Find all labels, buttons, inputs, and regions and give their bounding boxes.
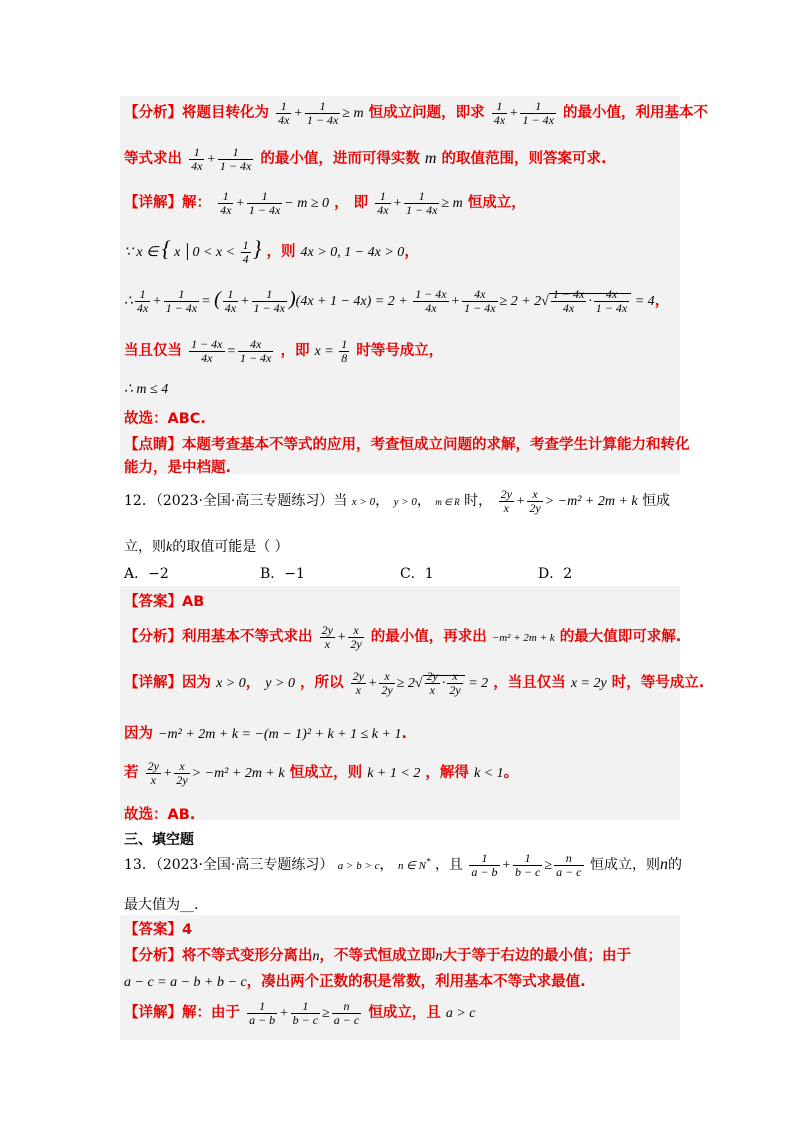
option-c[interactable]: C．1 xyxy=(400,566,434,582)
detail-13: 【详解】解：由于 $\frac{1}{a - b}$ + $\frac{1}{b - c}$ ≥ $\frac{n}{a - c}$ 恒成立，且 a > c xyxy=(124,999,476,1028)
detail-line-3: ∴ $\frac{1}{4x}$ + $\frac{1}{1 - 4x}$ = ( $\frac{1}{4x}$ + $\frac{1}{1 - 4x}$ )(4x + 1 − 4x) = 2 + $\frac{1 - 4x}{4x}$ + $\frac{4x}{1 - 4x}$ ≥ 2 + 2√ $\frac{1 - 4x}{4x}$ · $\frac{4x}{1 - 4x}$ = 4， xyxy=(124,287,670,316)
answer-13: 【答案】4 xyxy=(124,922,193,938)
choice-12: 故选：AB. xyxy=(124,807,196,823)
analysis-13-line-2: a − c = a − b + b − c，凑出两个正数的积是常数，利用基本不等式求最值. xyxy=(124,974,586,990)
comment-line-2: 能力，是中档题. xyxy=(124,460,232,476)
detail-12-line-1: 【详解】因为 x > 0， y > 0 ，所以 $\frac{2y}{x}$ + $\frac{x}{2y}$ ≥ 2√ $\frac{2y}{x}$ · $\frac{x}{2y}$ = 2 ，当且仅当 x = 2y 时，等号成立. xyxy=(124,669,705,698)
option-a[interactable]: A．−2 xyxy=(124,566,169,582)
detail-12-line-2: 因为 −m² + 2m + k = −(m − 1)² + k + 1 ≤ k + 1. xyxy=(124,726,407,742)
detail-12-line-3: 若 $\frac{2y}{x}$ + $\frac{x}{2y}$ > −m² + 2m + k 恒成立，则 k + 1 < 2 ，解得 k < 1。 xyxy=(124,759,519,788)
question-13-line-1: 13．（2023·全国·高三专题练习） a > b > c， n ∈ N* ，且 $\frac{1}{a - b}$ + $\frac{1}{b - c}$ ≥ $\frac{n}{a - c}$ 恒成立，则n的 xyxy=(124,851,682,880)
section-title: 三、填空题 xyxy=(124,832,194,848)
question-12-line-1: 12．（2023·全国·高三专题练习）当 x > 0， y > 0， m ∈ R 时， $\frac{2y}{x}$ + $\frac{x}{2y}$ > −m² + 2m + k 恒成 xyxy=(124,487,671,516)
analysis-13-line-1: 【分析】将不等式变形分离出n，不等式恒成立即n大于等于右边的最小值；由于 xyxy=(124,948,631,964)
answer-12: 【答案】AB xyxy=(124,594,205,610)
question-12-line-2: 立，则k的取值可能是（ ） xyxy=(124,539,289,555)
question-13-line-2: 最大值为__. xyxy=(124,897,199,913)
detail-line-2: ∵ x ∈ { x │0 < x < $\frac{1}{4}$ } ，则 4x > 0, 1 − 4x > 0， xyxy=(124,236,419,267)
analysis-line-1: 【分析】将题目转化为 $\frac{1}{4x}$ + $\frac{1}{1 - 4x}$ ≥ m 恒成立问题，即求 $\frac{1}{4x}$ + $\frac{1}{1 - 4x}$ 的最小值，利用基本不 xyxy=(124,99,708,128)
choice-line: 故选：ABC. xyxy=(124,411,206,427)
comment-line-1: 【点睛】本题考查基本不等式的应用，考查恒成立问题的求解，考查学生计算能力和转化 xyxy=(124,437,690,453)
detail-line-4: 当且仅当 $\frac{1 - 4x}{4x}$ = $\frac{4x}{1 - 4x}$ ，即 x = $\frac{1}{8}$ 时等号成立， xyxy=(124,337,444,366)
detail-conclusion: ∴ m ≤ 4 xyxy=(124,382,169,397)
detail-line-1: 【详解】解： $\frac{1}{4x}$ + $\frac{1}{1 - 4x}$ − m ≥ 0 ， 即 $\frac{1}{4x}$ + $\frac{1}{1 - 4x}$ ≥ m 恒成立， xyxy=(124,189,526,218)
option-b[interactable]: B．−1 xyxy=(260,566,305,582)
analysis-12: 【分析】利用基本不等式求出 $\frac{2y}{x}$ + $\frac{x}{2y}$ 的最小值，再求出 −m² + 2m + k 的最大值即可求解. xyxy=(124,623,682,652)
option-d[interactable]: D．2 xyxy=(538,566,573,582)
analysis-line-2: 等式求出 $\frac{1}{4x}$ + $\frac{1}{1 - 4x}$ 的最小值，进而可得实数 m 的取值范围，则答案可求. xyxy=(124,145,607,174)
